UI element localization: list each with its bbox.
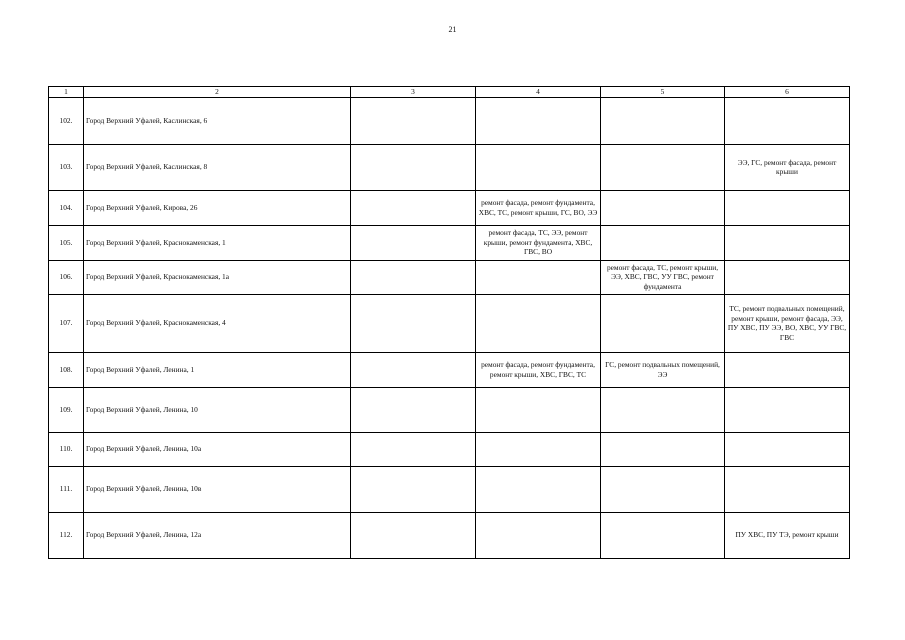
column-5-cell bbox=[601, 387, 725, 432]
column-6-cell: ПУ ХВС, ПУ ТЭ, ремонт крыши bbox=[725, 512, 850, 558]
column-5-cell: ремонт фасада, ТС, ремонт крыши, ЭЭ, ХВС, ГВС, УУ ГВС, ремонт фундамента bbox=[601, 260, 725, 294]
address-cell: Город Верхний Уфалей, Ленина, 10 bbox=[84, 387, 351, 432]
column-6-cell bbox=[725, 387, 850, 432]
table-row bbox=[49, 190, 850, 225]
address-cell: Город Верхний Уфалей, Краснокаменская, 1а bbox=[84, 260, 351, 294]
table-row bbox=[49, 432, 850, 466]
column-4-cell bbox=[476, 144, 601, 190]
table-row bbox=[49, 260, 850, 294]
column-3-cell bbox=[351, 225, 476, 260]
column-3-cell bbox=[351, 294, 476, 352]
column-3-cell bbox=[351, 190, 476, 225]
table-row bbox=[49, 144, 850, 190]
table-row bbox=[49, 294, 850, 352]
row-number: 107. bbox=[49, 294, 84, 352]
address-cell: Город Верхний Уфалей, Ленина, 10в bbox=[84, 466, 351, 512]
column-5-cell: ГС, ремонт подвальных помещений, ЭЭ bbox=[601, 352, 725, 387]
column-header: 6 bbox=[725, 87, 850, 98]
row-number: 112. bbox=[49, 512, 84, 558]
row-number: 103. bbox=[49, 144, 84, 190]
address-cell: Город Верхний Уфалей, Каслинская, 8 bbox=[84, 144, 351, 190]
column-3-cell bbox=[351, 352, 476, 387]
column-header: 4 bbox=[476, 87, 601, 98]
column-3-cell bbox=[351, 144, 476, 190]
address-cell: Город Верхний Уфалей, Каслинская, 6 bbox=[84, 97, 351, 144]
column-3-cell bbox=[351, 512, 476, 558]
column-4-cell: ремонт фасада, ТС, ЭЭ, ремонт крыши, ремонт фундамента, ХВС, ГВС, ВО bbox=[476, 225, 601, 260]
row-number: 105. bbox=[49, 225, 84, 260]
row-number: 106. bbox=[49, 260, 84, 294]
column-3-cell bbox=[351, 387, 476, 432]
column-6-cell bbox=[725, 352, 850, 387]
column-4-cell bbox=[476, 466, 601, 512]
column-header: 3 bbox=[351, 87, 476, 98]
column-header: 1 bbox=[49, 87, 84, 98]
column-3-cell bbox=[351, 432, 476, 466]
row-number: 110. bbox=[49, 432, 84, 466]
column-5-cell bbox=[601, 432, 725, 466]
column-6-cell bbox=[725, 260, 850, 294]
column-5-cell bbox=[601, 144, 725, 190]
row-number: 108. bbox=[49, 352, 84, 387]
column-6-cell bbox=[725, 190, 850, 225]
repair-register-table bbox=[48, 86, 850, 559]
column-3-cell bbox=[351, 97, 476, 144]
table-row bbox=[49, 225, 850, 260]
table-row bbox=[49, 387, 850, 432]
column-6-cell bbox=[725, 432, 850, 466]
address-cell: Город Верхний Уфалей, Ленина, 1 bbox=[84, 352, 351, 387]
address-cell: Город Верхний Уфалей, Краснокаменская, 1 bbox=[84, 225, 351, 260]
column-5-cell bbox=[601, 466, 725, 512]
column-5-cell bbox=[601, 225, 725, 260]
column-header: 2 bbox=[84, 87, 351, 98]
column-6-cell bbox=[725, 225, 850, 260]
table-row bbox=[49, 352, 850, 387]
address-cell: Город Верхний Уфалей, Краснокаменская, 4 bbox=[84, 294, 351, 352]
column-6-cell bbox=[725, 466, 850, 512]
column-4-cell: ремонт фасада, ремонт фундамента, ремонт крыши, ХВС, ГВС, ТС bbox=[476, 352, 601, 387]
column-6-cell bbox=[725, 97, 850, 144]
column-5-cell bbox=[601, 190, 725, 225]
row-number: 102. bbox=[49, 97, 84, 144]
table-row bbox=[49, 512, 850, 558]
address-cell: Город Верхний Уфалей, Кирова, 26 bbox=[84, 190, 351, 225]
column-header: 5 bbox=[601, 87, 725, 98]
column-4-cell bbox=[476, 294, 601, 352]
column-4-cell bbox=[476, 260, 601, 294]
column-4-cell: ремонт фасада, ремонт фундамента, ХВС, ТС, ремонт крыши, ГС, ВО, ЭЭ bbox=[476, 190, 601, 225]
column-5-cell bbox=[601, 512, 725, 558]
table-row bbox=[49, 97, 850, 144]
address-cell: Город Верхний Уфалей, Ленина, 10а bbox=[84, 432, 351, 466]
column-4-cell bbox=[476, 432, 601, 466]
column-3-cell bbox=[351, 260, 476, 294]
row-number: 104. bbox=[49, 190, 84, 225]
column-4-cell bbox=[476, 387, 601, 432]
column-4-cell bbox=[476, 512, 601, 558]
address-cell: Город Верхний Уфалей, Ленина, 12а bbox=[84, 512, 351, 558]
column-6-cell: ТС, ремонт подвальных помещений, ремонт крыши, ремонт фасада, ЭЭ, ПУ ХВС, ПУ ЭЭ, ВО, ХВС, УУ ГВС, ГВС bbox=[725, 294, 850, 352]
column-3-cell bbox=[351, 466, 476, 512]
row-number: 109. bbox=[49, 387, 84, 432]
row-number: 111. bbox=[49, 466, 84, 512]
page-number: 21 bbox=[448, 25, 457, 34]
column-4-cell bbox=[476, 97, 601, 144]
column-5-cell bbox=[601, 97, 725, 144]
column-5-cell bbox=[601, 294, 725, 352]
column-6-cell: ЭЭ, ГС, ремонт фасада, ремонт крыши bbox=[725, 144, 850, 190]
table-header-row bbox=[49, 87, 850, 98]
table-row bbox=[49, 466, 850, 512]
